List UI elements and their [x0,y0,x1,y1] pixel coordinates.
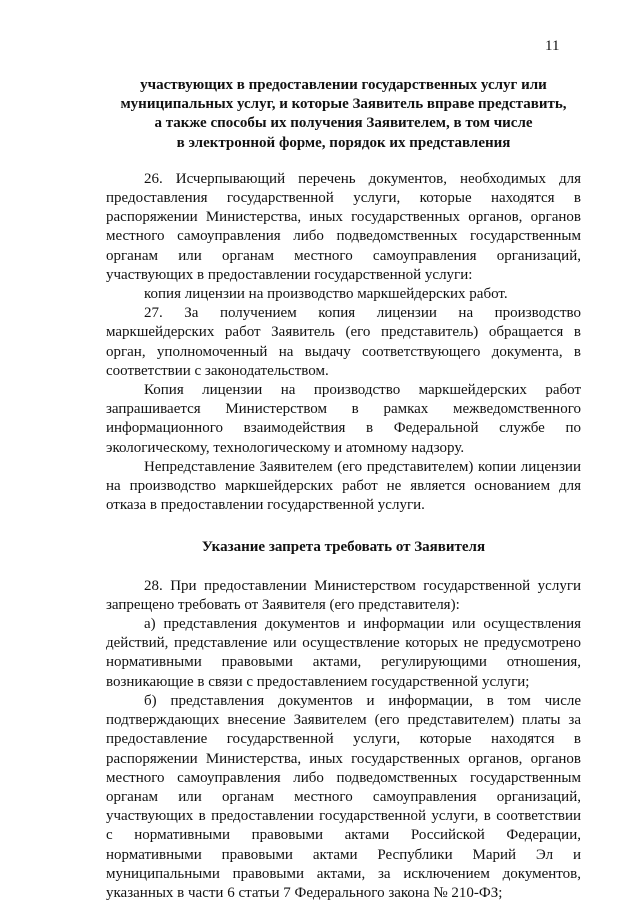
paragraph-26: 26. Исчерпывающий перечень документов, необходимых для предоставления государственной услуги, которые находятся в распоряжении Министерства, иных государственных органов, органов местного самоуправления либо подведомственных государственным органам или органам местного самоуправления организаций, участвующих в предоставлении государственной услуги: [106,170,581,283]
heading-line: в электронной форме, порядок их представления [176,134,511,151]
paragraph-26-item: копия лицензии на производство маркшейдерских работ. [144,286,508,303]
heading-line: муниципальных услуг, и которые Заявитель вправе представить, [120,96,567,113]
paragraph-28-b: б) представления документов и информации, в том числе подтверждающих внесение Заявителем (его представителем) платы за предоставление государственной услуги, которые находятся в распоряжении Министерства, иных государственных органов, органов местного самоуправления либо подведомственных государственным органам или органам местного самоуправления организаций, участвующих в предоставлении государственной услуги, в соответствии с нормативными правовыми актами Российской Федерации, нормативными правовыми актами Республики Марий Эл и муниципальными правовыми актами, за исключением документов, указанных в части 6 статьи 7 Федерального закона № 210-ФЗ; [106,692,581,901]
section-heading-documents [106,76,581,153]
document-body [106,76,581,903]
section-heading-prohibition: Указание запрета требовать от Заявителя [201,539,486,556]
paragraph-27-copy-request: Копия лицензии на производство маркшейдерских работ запрашивается Министерством в рамках межведомственного информационного взаимодействия в Федеральной службе по экологическому, технологическому и атомному надзору. [106,382,581,456]
heading-line: участвующих в предоставлении государственных услуг или [140,77,547,93]
heading-line: а также способы их получения Заявителем, в том числе [154,115,533,132]
paragraph-27-nonsubmission: Непредставление Заявителем (его представителем) копии лицензии на производство маркшейдерских работ не является основанием для отказа в предоставлении государственной услуги. [106,458,581,514]
paragraph-27: 27. За получением копия лицензии на производство маркшейдерских работ Заявитель (его представитель) обращается в орган, уполномоченный на выдачу соответствующего документа, в соответствии с законодательством. [106,305,581,379]
page-number: 11 [545,38,560,54]
paragraph-28-a: а) представления документов и информации или осуществления действий, представление или осуществление которых не предусмотрено нормативными правовыми актами, регулирующими отношения, возникающие в связи с предоставлением государственной услуги; [106,616,581,690]
paragraph-28: 28. При предоставлении Министерством государственной услуги запрещено требовать от Заявителя (его представителя): [106,577,581,613]
